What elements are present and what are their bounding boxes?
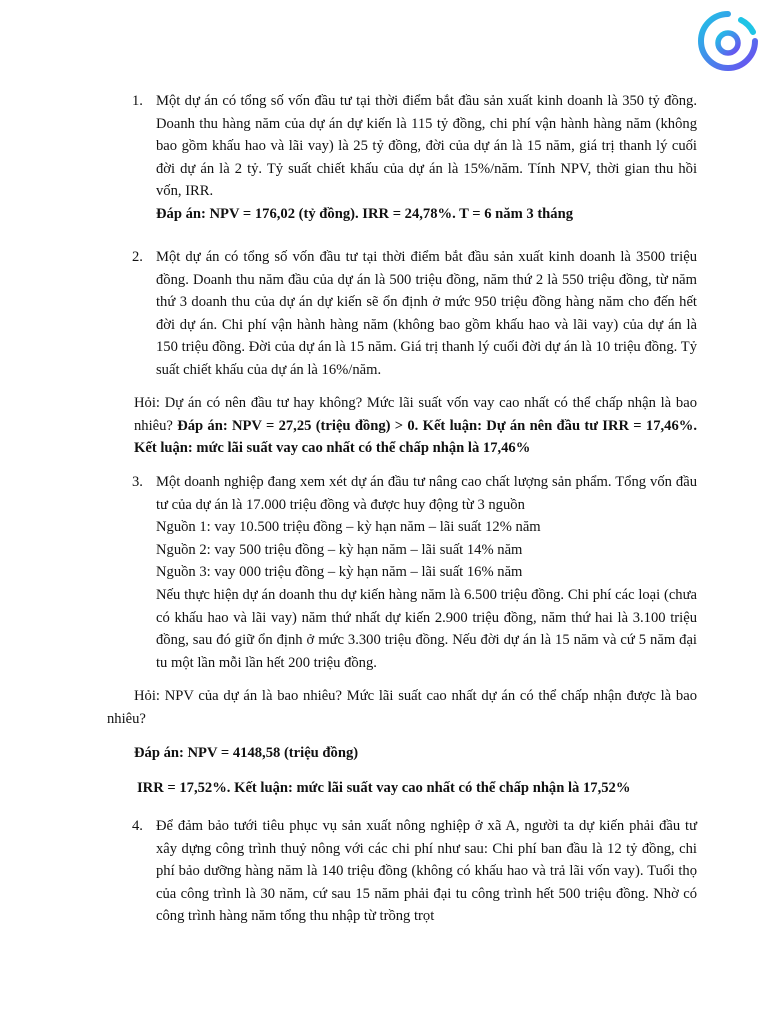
question-4 bbox=[134, 815, 697, 928]
funding-source: Nguồn 2: vay 500 triệu đồng – kỳ hạn năm – lãi suất 14% năm bbox=[156, 541, 523, 558]
question-text: Để đảm bảo tưới tiêu phục vụ sản xuất nông nghiệp ở xã A, người ta dự kiến phải đầu tư xây dựng công trình thuỷ nông với các chi phí như sau: Chi phí ban đầu là 12 tỷ đồng, chi phí bảo dưỡng hàng năm là 140 triệu đồng (không có khấu hao và trả lãi vốn vay). Tuổi thọ của công trình là 30 năm, cứ sau 15 năm phải đại tu công trình hết 500 triệu đồng. Nhờ có công trình hàng năm tổng thu nhập từ trồng trọt bbox=[156, 818, 697, 925]
question-2-followup bbox=[134, 392, 697, 460]
question-1 bbox=[134, 90, 697, 226]
answer-text: Đáp án: NPV = 4148,58 (triệu đồng) bbox=[134, 745, 359, 761]
question-text: Hỏi: NPV của dự án là bao nhiêu? Mức lãi suất cao nhất dự án có thể chấp nhận được là bao nhiêu? bbox=[107, 688, 697, 727]
question-text: Nếu thực hiện dự án doanh thu dự kiến hàng năm là 6.500 triệu đồng. Chi phí các loại (chưa có khấu hao và lãi vay) năm thứ nhất dự kiến 2.900 triệu đồng, năm thứ hai là 3.100 triệu đồng, sau đó giữ ổn định ở mức 3.300 triệu đồng. Nếu đời dự án là 15 năm và cứ 5 năm đại tu một lần mỗi lần hết 200 triệu đồng. bbox=[156, 586, 697, 671]
question-text: Một dự án có tổng số vốn đầu tư tại thời điểm bắt đầu sản xuất kinh doanh là 3500 triệu đồng. Doanh thu năm đầu của dự án là 500 triệu đồng, năm thứ 2 là 550 triệu đồng, từ năm thứ 3 doanh thu của dự án dự kiến sẽ ổn định ở mức 950 triệu đồng hàng năm cho đến hết đời dự án. Chi phí vận hành hàng năm (không bao gồm khấu hao và lãi vay) của dự án là 150 triệu đồng. Đời của dự án là 15 năm. Giá trị thanh lý cuối đời dự án là 10 triệu đồng. Tỷ suất chiết khấu của dự án là 16%/năm. bbox=[156, 249, 697, 378]
question-3-followup bbox=[107, 685, 697, 730]
brand-logo-icon bbox=[697, 10, 759, 72]
question-text: Hỏi: Dự án có nên đầu tư hay không? Mức lãi suất vốn vay cao nhất có thể chấp nhận là bao nhiêu? bbox=[134, 395, 697, 434]
question-text: Một doanh nghiệp đang xem xét dự án đầu tư nâng cao chất lượng sản phẩm. Tổng vốn đầu tư của dự án là 17.000 triệu đồng và được huy động từ 3 nguồn bbox=[156, 474, 697, 513]
question-number: 4. bbox=[132, 818, 143, 834]
question-3 bbox=[134, 471, 697, 674]
question-number: 2. bbox=[132, 249, 143, 265]
question-number: 3. bbox=[132, 474, 143, 490]
question-text: Một dự án có tổng số vốn đầu tư tại thời điểm bắt đầu sản xuất kinh doanh là 350 tỷ đồng. Doanh thu hàng năm của dự án dự kiến là 115 tỷ đồng, chi phí vận hành hàng năm (không bao gồm khấu hao và lãi vay) là 25 tỷ đồng, đời của dự án là 15 năm, giá trị thanh lý cuối đời dự án là 2 tỷ. Tỷ suất chiết khấu của dự án là 15%/năm. Tính NPV, thời gian thu hồi vốn, IRR. bbox=[156, 93, 697, 200]
question-number: 1. bbox=[132, 93, 143, 109]
funding-source: Nguồn 3: vay 000 triệu đồng – kỳ hạn năm – lãi suất 16% năm bbox=[156, 564, 523, 581]
question-2 bbox=[134, 246, 697, 382]
answer-text: Đáp án: NPV = 176,02 (tỷ đồng). IRR = 24,78%. T = 6 năm 3 tháng bbox=[156, 205, 574, 222]
answer-text: IRR = 17,52%. Kết luận: mức lãi suất vay cao nhất có thể chấp nhận là 17,52% bbox=[137, 780, 631, 796]
funding-source: Nguồn 1: vay 10.500 triệu đồng – kỳ hạn năm – lãi suất 12% năm bbox=[156, 519, 541, 536]
answer-text: Đáp án: NPV = 27,25 (triệu đồng) > 0. Kết luận: Dự án nên đầu tư IRR = 17,46%. Kết luận: mức lãi suất vay cao nhất có thể chấp nhận là 17,46% bbox=[134, 417, 697, 457]
